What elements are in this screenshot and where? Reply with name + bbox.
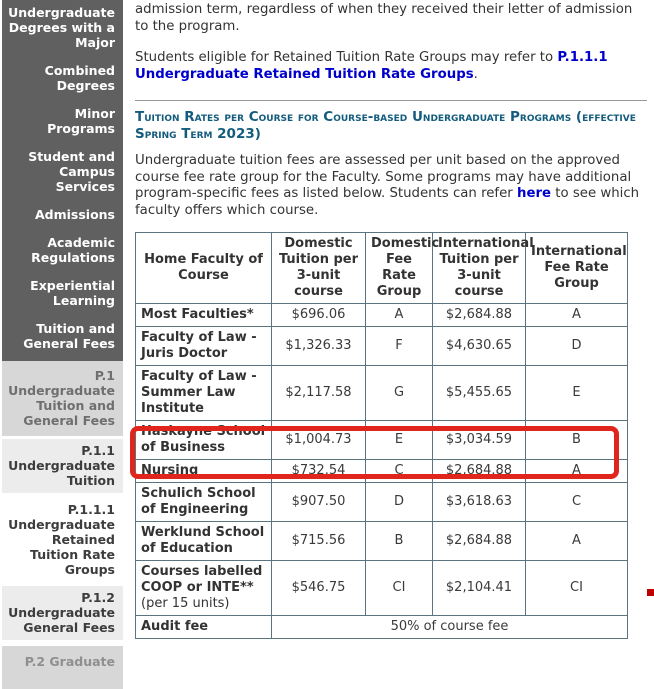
international-tuition-cell: $3,618.63 <box>433 483 526 522</box>
international-group-cell: CI <box>526 561 628 616</box>
table-row-schulich-highlighted <box>136 483 628 522</box>
domestic-group-cell: D <box>366 483 433 522</box>
international-tuition-cell: $2,104.41 <box>433 561 526 616</box>
domestic-tuition-cell: $546.75 <box>272 561 366 616</box>
main-content <box>135 0 647 639</box>
international-group-cell: C <box>526 483 628 522</box>
domestic-tuition-cell: $1,326.33 <box>272 327 366 366</box>
table-row <box>136 327 628 366</box>
table-row <box>136 304 628 327</box>
international-group-cell: A <box>526 522 628 561</box>
tuition-rates-text: Undergraduate tuition fees are assessed per unit based on the approved course fee rate group for the Faculty. Some programs may have additional program-specific fees as listed below. Students can refer <box>135 153 632 201</box>
tuition-rates-text-after: to see which faculty offers which course. <box>135 186 640 218</box>
faculty-cell: Werklund School of Education <box>136 522 272 561</box>
table-row-audit-fee <box>136 616 628 639</box>
faculty-cell: Faculty of Law - Summer Law Institute <box>136 366 272 421</box>
retained-rate-paragraph <box>135 50 647 83</box>
domestic-group-cell: B <box>366 522 433 561</box>
tuition-rates-paragraph <box>135 153 647 219</box>
domestic-group-cell: E <box>366 421 433 460</box>
international-group-cell: A <box>526 304 628 327</box>
sidebar-item-p12-undergraduate-general-fees[interactable]: P.1.2 Undergraduate General Fees <box>2 586 123 640</box>
domestic-tuition-cell: $696.06 <box>272 304 366 327</box>
sidebar-item-p11-undergraduate-tuition[interactable]: P.1.1 Undergraduate Tuition <box>2 439 123 493</box>
sidebar-item-tuition-general-fees[interactable]: Tuition and General Fees <box>23 321 115 351</box>
sidebar-item-student-campus-services[interactable]: Student and Campus Services <box>28 149 115 194</box>
section-divider <box>135 100 647 101</box>
here-link[interactable]: here <box>516 186 552 201</box>
international-tuition-cell: $2,684.88 <box>433 304 526 327</box>
domestic-tuition-cell: $715.56 <box>272 522 366 561</box>
col-header-domestic-tuition: Domestic Tuition per 3-unit course <box>272 233 366 304</box>
international-tuition-cell: $3,034.59 <box>433 421 526 460</box>
international-tuition-cell: $4,630.65 <box>433 327 526 366</box>
sidebar-dark-section <box>2 0 123 361</box>
domestic-tuition-cell: $907.50 <box>272 483 366 522</box>
col-header-domestic-fee-group: Domestic Fee Rate Group <box>366 233 433 304</box>
sidebar-item-academic-regulations[interactable]: Academic Regulations <box>31 235 115 265</box>
faculty-cell: Haskayne School of Business <box>136 421 272 460</box>
domestic-group-cell: C <box>366 460 433 483</box>
retained-rate-text: Students eligible for Retained Tuition Rate Groups may refer to <box>135 50 558 65</box>
faculty-note: (per 15 units) <box>141 596 230 611</box>
tuition-rates-table <box>135 232 628 639</box>
domestic-tuition-cell: $732.54 <box>272 460 366 483</box>
domestic-group-cell: A <box>366 304 433 327</box>
sidebar-item-p111-retained-tuition-rate-groups[interactable]: P.1.1.1 Undergraduate Retained Tuition Rate Groups <box>2 498 123 582</box>
faculty-cell: Nursing <box>136 460 272 483</box>
retained-tuition-rate-groups-link[interactable]: P.1.1.1 Undergraduate Retained Tuition Rate Groups <box>135 50 608 82</box>
domestic-tuition-cell: $1,004.73 <box>272 421 366 460</box>
faculty-cell: Faculty of Law - Juris Doctor <box>136 327 272 366</box>
faculty-name: Courses labelled COOP or INTE** <box>141 564 263 595</box>
sidebar-item-admissions[interactable]: Admissions <box>34 207 115 222</box>
table-row <box>136 522 628 561</box>
domestic-group-cell: G <box>366 366 433 421</box>
table-row <box>136 421 628 460</box>
domestic-group-cell: CI <box>366 561 433 616</box>
sidebar-item-experiential-learning[interactable]: Experiential Learning <box>30 278 115 308</box>
audit-fee-label-cell: Audit fee <box>136 616 272 639</box>
sidebar-item-p2-graduate[interactable]: P.2 Graduate <box>2 646 123 689</box>
international-tuition-cell: $5,455.65 <box>433 366 526 421</box>
international-tuition-cell: $2,684.88 <box>433 460 526 483</box>
sidebar-item-combined-degrees[interactable]: Combined Degrees <box>44 63 115 93</box>
table-row-nursing <box>136 460 628 483</box>
international-group-cell: E <box>526 366 628 421</box>
faculty-cell <box>136 561 272 616</box>
faculty-cell: Most Faculties* <box>136 304 272 327</box>
international-tuition-cell: $2,684.88 <box>433 522 526 561</box>
col-header-international-tuition: International Tuition per 3-unit course <box>433 233 526 304</box>
sidebar-item-minor-programs[interactable]: Minor Programs <box>47 106 115 136</box>
domestic-group-cell: F <box>366 327 433 366</box>
international-group-cell: B <box>526 421 628 460</box>
tuition-rates-heading: Tuition Rates per Course for Course-based Undergraduate Programs (effective Spring Term 2023) <box>135 109 636 142</box>
table-header-row <box>136 233 628 304</box>
sidebar-item-undergraduate-degrees-major[interactable]: Undergraduate Degrees with a Major <box>8 5 115 50</box>
intro-paragraph: admission term, regardless of when they received their letter of admission to the program. <box>135 2 633 34</box>
audit-fee-value-cell: 50% of course fee <box>272 616 628 639</box>
table-row-coop <box>136 561 628 616</box>
col-header-international-fee-group: International Fee Rate Group <box>526 233 628 304</box>
faculty-cell: Schulich School of Engineering <box>136 483 272 522</box>
table-row <box>136 366 628 421</box>
col-header-home-faculty: Home Faculty of Course <box>136 233 272 304</box>
red-corner-artifact <box>647 589 654 596</box>
sidebar-nav <box>2 0 123 669</box>
sidebar-item-p1-undergraduate-tuition-general-fees[interactable]: P.1 Undergraduate Tuition and General Fees <box>2 361 123 436</box>
domestic-tuition-cell: $2,117.58 <box>272 366 366 421</box>
international-group-cell: A <box>526 460 628 483</box>
retained-rate-period: . <box>473 66 478 82</box>
international-group-cell: D <box>526 327 628 366</box>
